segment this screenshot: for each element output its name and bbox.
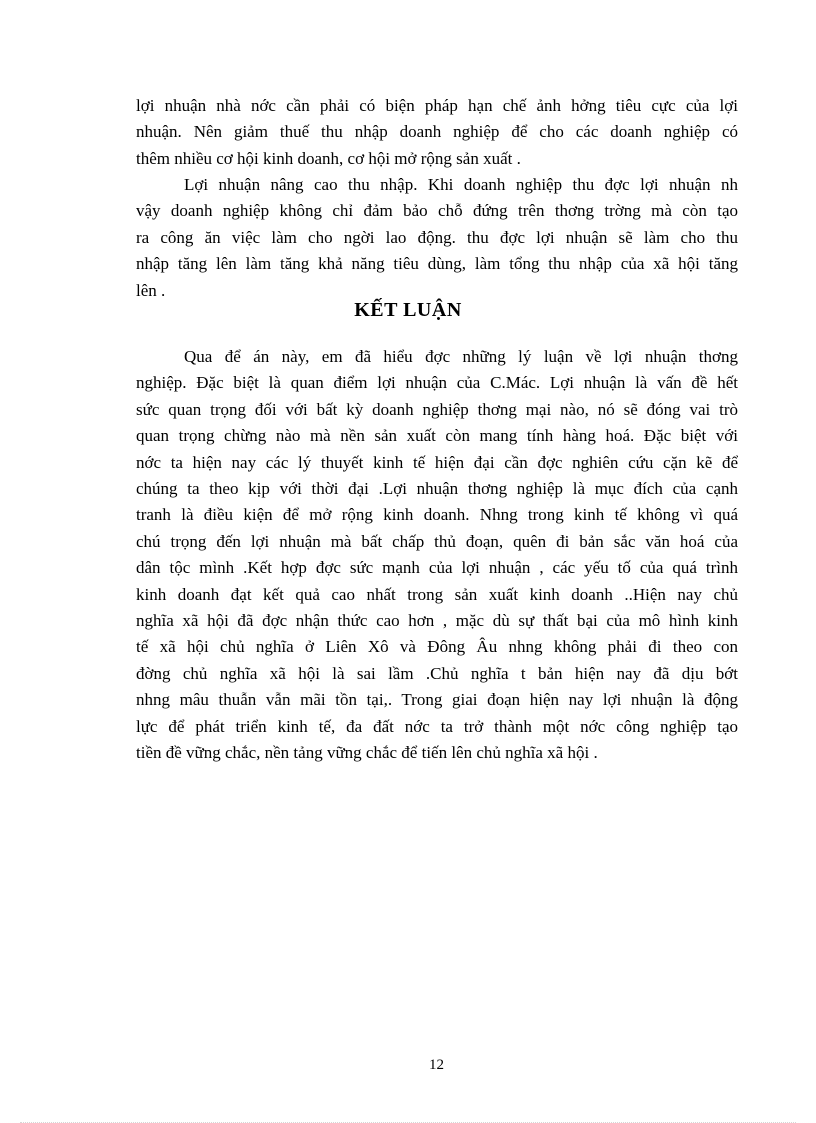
paragraph-line: lợi nhuận nhà nớc cần phải có biện pháp hạn chế ảnh hởng tiêu cực của lợi [136,96,738,115]
paragraph-line: sức quan trọng đối với bất kỳ doanh nghiệp thơng mại nào, nó sẽ đóng vai trò [136,399,738,419]
conclusion-heading: KẾT LUẬN [354,299,462,321]
paragraph-line: tiền đề vững chắc, nền tảng vững chắc để tiến lên chủ nghĩa xã hội . [136,743,598,763]
paragraph-conclusion [136,344,738,767]
paragraph-line: vậy doanh nghiệp không chỉ đảm bảo chỗ đứng trên thơng trờng mà còn tạo [136,201,738,221]
paragraph-line: đờng chủ nghĩa xã hội là sai lầm .Chủ nghĩa t bản hiện nay đã dịu bớt [136,663,738,683]
paragraph-line: dân tộc mình .Kết hợp đợc sức mạnh của lợi nhuận , các yếu tố của quá trình [136,558,738,578]
paragraph-line: nghĩa xã hội đã đợc nhận thức cao hơn , mặc dù sự thất bại của mô hình kinh [136,611,738,631]
paragraph-line: lên . [136,280,166,300]
paragraph-line: kinh doanh đạt kết quả cao nhất trong sản xuất kinh doanh ..Hiện nay chủ [136,584,738,604]
paragraph-line: nhng mâu thuẫn vẫn mãi tồn tại,. Trong giai đoạn hiện nay lợi nhuận là động [136,690,738,710]
paragraph-line: tranh là điều kiện để mở rộng kinh doanh. Nhng trong kinh tế không vì quá [136,505,738,525]
paragraph-line: tế xã hội chủ nghĩa ở Liên Xô và Đông Âu nhng không phải đi theo con [136,637,738,657]
paragraph-line: nớc ta hiện nay các lý thuyết kinh tế hiện đại cần đợc nghiên cứu cặn kẽ để [136,452,738,472]
paragraph-line: nghiệp. Đặc biệt là quan điểm lợi nhuận của C.Mác. Lợi nhuận là vấn đề hết [136,373,738,393]
paragraph-profit-policy [136,93,738,172]
paragraph-line: quan trọng chừng nào mà nền sản xuất còn mang tính hàng hoá. Đặc biệt với [136,426,738,446]
paragraph-line: chúng ta theo kịp với thời đại .Lợi nhuận thơng nghiệp là mục đích của cạnh [136,479,738,499]
page-number: 12 [429,1057,444,1073]
paragraph-line: chú trọng đến lợi nhuận mà bất chấp thủ đoạn, quên đi bản sắc văn hoá của [136,531,738,551]
paragraph-line: thêm nhiều cơ hội kinh doanh, cơ hội mở rộng sản xuất . [136,148,521,168]
paragraph-line: nhập tăng lên làm tăng khả năng tiêu dùng, làm tổng thu nhập của xã hội tăng [136,254,738,274]
paragraph-profit-income [136,172,738,304]
paragraph-line: lực để phát triển kinh tế, đa đất nớc ta trở thành một nớc công nghiệp tạo [136,716,738,736]
paragraph-line: nhuận. Nên giảm thuế thu nhập doanh nghiệp để cho các doanh nghiệp có [136,122,738,142]
paragraph-line: Lợi nhuận nâng cao thu nhập. Khi doanh nghiệp thu đợc lợi nhuận nh [184,175,738,194]
paragraph-line: ra công ăn việc làm cho ngời lao động. thu đợc lợi nhuận sẽ làm cho thu [136,227,738,247]
paragraph-line: Qua để án này, em đã hiểu đợc những lý luận về lợi nhuận thơng [184,347,738,366]
